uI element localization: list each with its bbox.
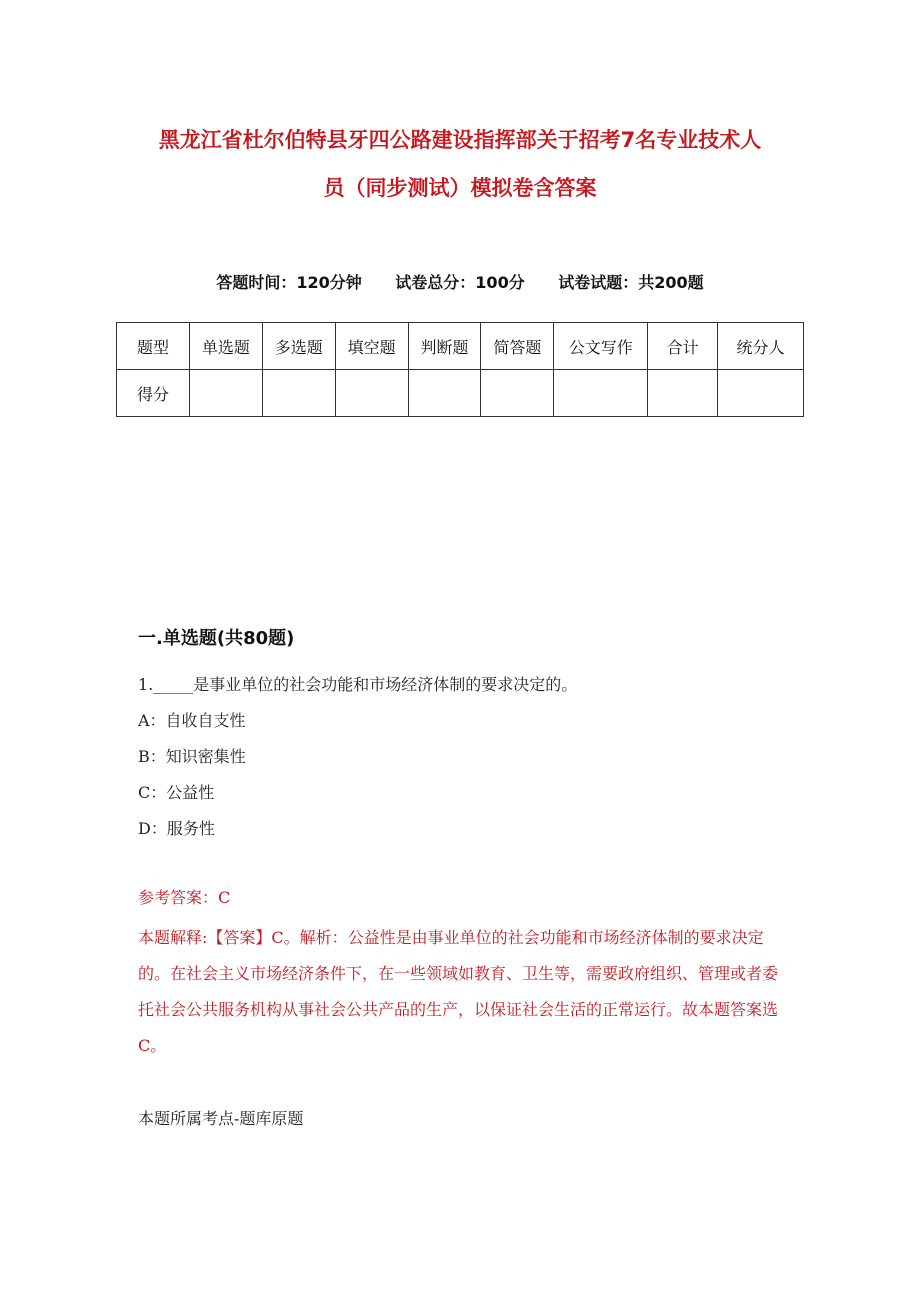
score-cell [335,370,408,417]
option-b: B：知识密集性 [138,747,246,766]
score-table-score-row [117,370,804,417]
header-cell: 判断题 [408,323,481,370]
header-cell: 填空题 [335,323,408,370]
exam-meta [0,270,920,293]
header-cell: 题型 [117,323,190,370]
row-label-cell: 得分 [117,370,190,417]
score-cell [554,370,648,417]
score-table-header-row [117,323,804,370]
exam-time: 答题时间：120分钟 [216,273,362,292]
reference-answer: 参考答案：C [138,888,231,907]
answer-explanation: 本题解释:【答案】C。解析：公益性是由事业单位的社会功能和市场经济体制的要求决定的。在社会主义市场经济条件下，在一些领域如教育、卫生等，需要政府组织、管理或者委托社会公共服务机构从事社会公共产品的生产，以保证社会生活的正常运行。故本题答案选C。 [138,928,779,1055]
header-cell: 统分人 [718,323,804,370]
score-cell [189,370,262,417]
document-title-line-1: 黑龙江省杜尔伯特县牙四公路建设指挥部关于招考7名专业技术人 [158,128,762,152]
question-source: 本题所属考点-题库原题 [138,1109,304,1128]
exam-question-count: 试卷试题：共200题 [558,273,704,292]
header-cell: 多选题 [262,323,335,370]
section-heading: 一.单选题(共80题) [138,628,295,649]
header-cell: 公文写作 [554,323,648,370]
score-cell [262,370,335,417]
score-cell [648,370,718,417]
document-title-line-2: 员（同步测试）模拟卷含答案 [323,176,597,200]
score-table [116,322,804,417]
header-cell: 单选题 [189,323,262,370]
option-d: D：服务性 [138,819,215,838]
option-a: A：自收自支性 [138,711,246,730]
score-cell [718,370,804,417]
score-cell [408,370,481,417]
score-cell [481,370,554,417]
exam-total-score: 试卷总分：100分 [395,273,525,292]
question-stem: 1._____是事业单位的社会功能和市场经济体制的要求决定的。 [138,675,578,694]
header-cell: 简答题 [481,323,554,370]
header-cell: 合计 [648,323,718,370]
option-c: C：公益性 [138,783,215,802]
